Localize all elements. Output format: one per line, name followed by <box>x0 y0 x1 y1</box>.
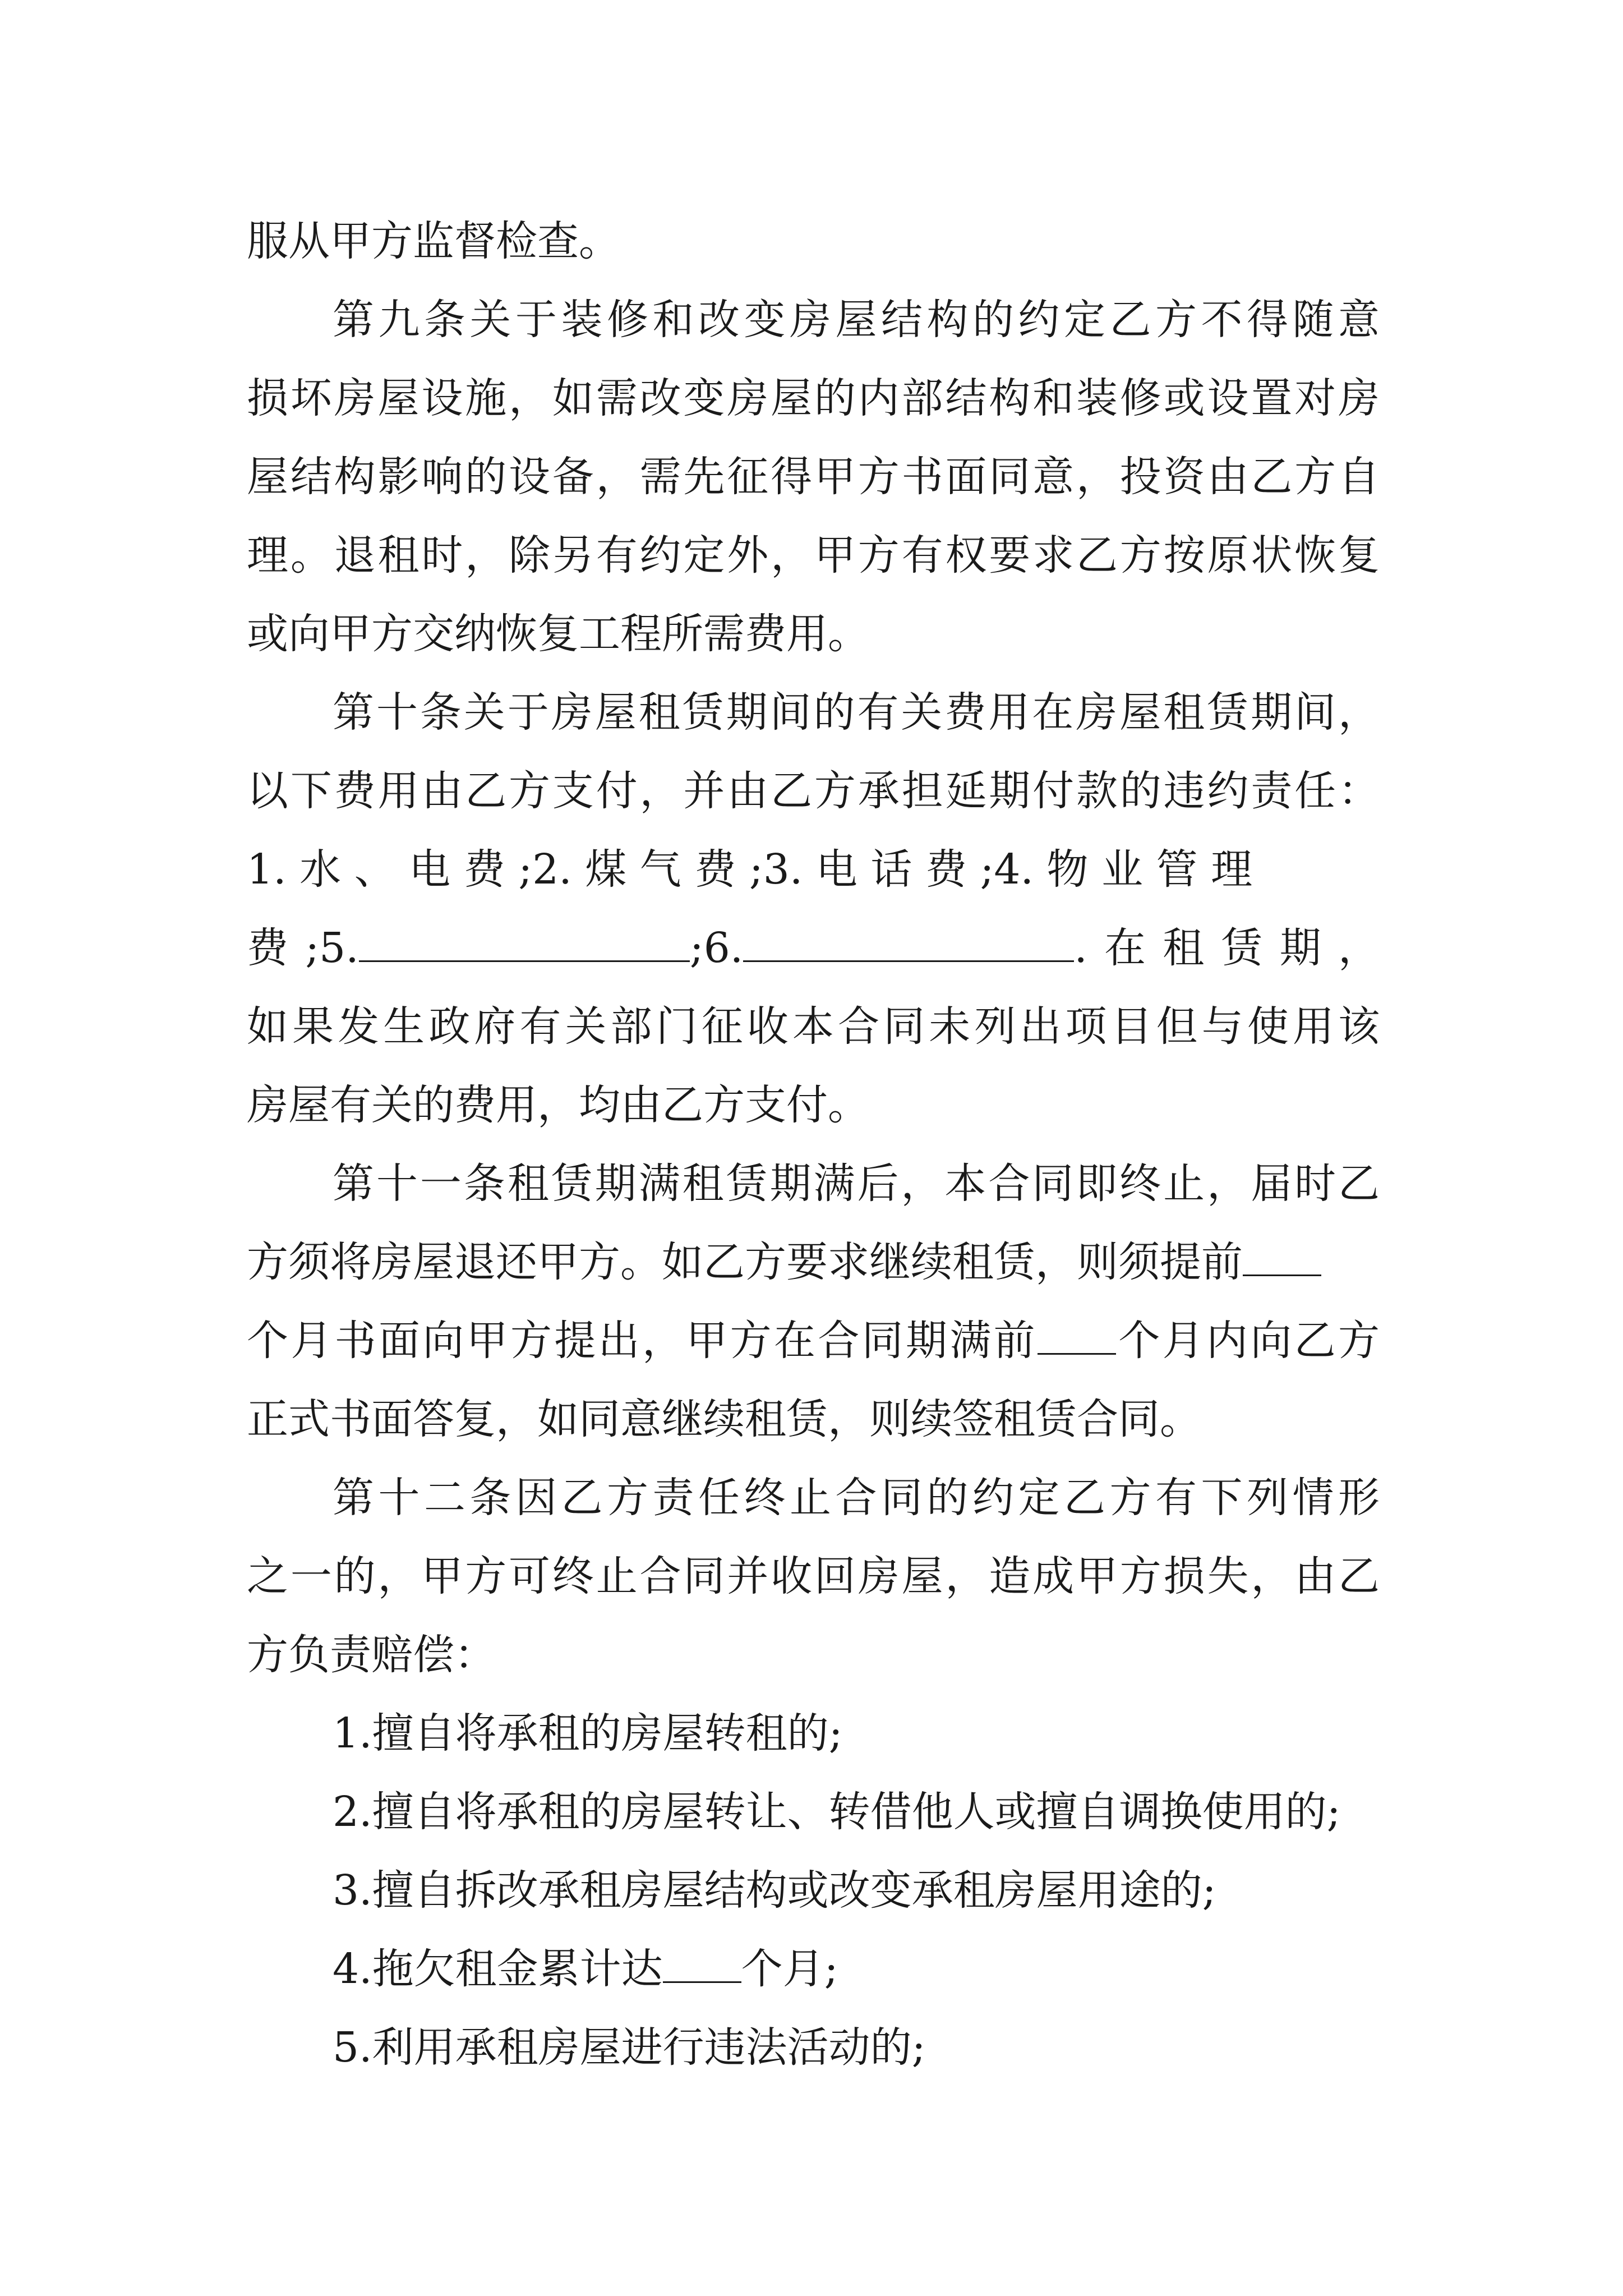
text-segment: 个月内向乙方 <box>1116 1317 1380 1365</box>
text-segment: 个月; <box>741 1945 838 1993</box>
article-12-heading-line: 第十二条因乙方责任终止合同的约定乙方有下列情形 <box>333 1474 1380 1522</box>
text-line: 如果发生政府有关部门征收本合同未列出项目但与使用该 <box>247 1002 1380 1051</box>
fill-in-blank[interactable] <box>1243 1241 1321 1276</box>
text-line: 理。退租时，除另有约定外，甲方有权要求乙方按原状恢复 <box>247 531 1380 579</box>
article-10-heading-line: 第十条关于房屋租赁期间的有关费用在房屋租赁期间， <box>333 688 1380 737</box>
text-segment: 费;5. <box>247 924 359 972</box>
text-line <box>247 1220 1380 1304</box>
fee-blanks-line <box>247 906 1380 990</box>
list-item <box>333 1927 1380 2011</box>
text-segment: 方须将房屋退还甲方。如乙方要求继续租赁，则须提前 <box>247 1238 1243 1286</box>
text-line: 房屋有关的费用，均由乙方支付。 <box>247 1081 869 1129</box>
text-segment: 4.拖欠租金累计达 <box>333 1945 663 1993</box>
text-line: 损坏房屋设施，如需改变房屋的内部结构和装修或设置对房 <box>247 374 1380 422</box>
list-item: 2.擅自将承租的房屋转让、转借他人或擅自调换使用的; <box>333 1788 1341 1836</box>
article-9-heading-line: 第九条关于装修和改变房屋结构的约定乙方不得随意 <box>333 296 1380 344</box>
text-line: 之一的，甲方可终止合同并收回房屋，造成甲方损失，由乙 <box>247 1552 1380 1600</box>
text-segment: .在租赁期， <box>1074 924 1380 972</box>
article-11-heading-line: 第十一条租赁期满租赁期满后，本合同即终止，届时乙 <box>333 1159 1380 1208</box>
fee-list-line: 1. 水 、 电 费 ;2. 煤 气 费 ;3. 电 话 费 ;4. 物 业 管 理 <box>247 845 1253 894</box>
fill-in-blank[interactable] <box>1038 1319 1116 1355</box>
text-line: 正式书面答复，如同意继续租赁，则续签租赁合同。 <box>247 1395 1201 1443</box>
list-item: 1.擅自将承租的房屋转租的; <box>333 1709 843 1757</box>
text-line: 屋结构影响的设备，需先征得甲方书面同意，投资由乙方自 <box>247 453 1380 501</box>
list-item: 3.擅自拆改承租房屋结构或改变承租房屋用途的; <box>333 1866 1216 1915</box>
fill-in-blank[interactable] <box>743 927 1074 962</box>
fill-in-blank[interactable] <box>663 1948 741 1983</box>
list-item: 5.利用承租房屋进行违法活动的; <box>333 2023 926 2072</box>
text-segment: ;6. <box>689 924 744 972</box>
text-line: 服从甲方监督检查。 <box>247 217 620 265</box>
text-line: 或向甲方交纳恢复工程所需费用。 <box>247 610 869 658</box>
fill-in-blank[interactable] <box>359 927 690 962</box>
text-line: 以下费用由乙方支付，并由乙方承担延期付款的违约责任： <box>247 767 1380 815</box>
text-line: 方负责赔偿： <box>247 1631 496 1679</box>
text-line <box>247 1299 1380 1383</box>
text-segment: 个月书面向甲方提出，甲方在合同期满前 <box>247 1317 1038 1365</box>
